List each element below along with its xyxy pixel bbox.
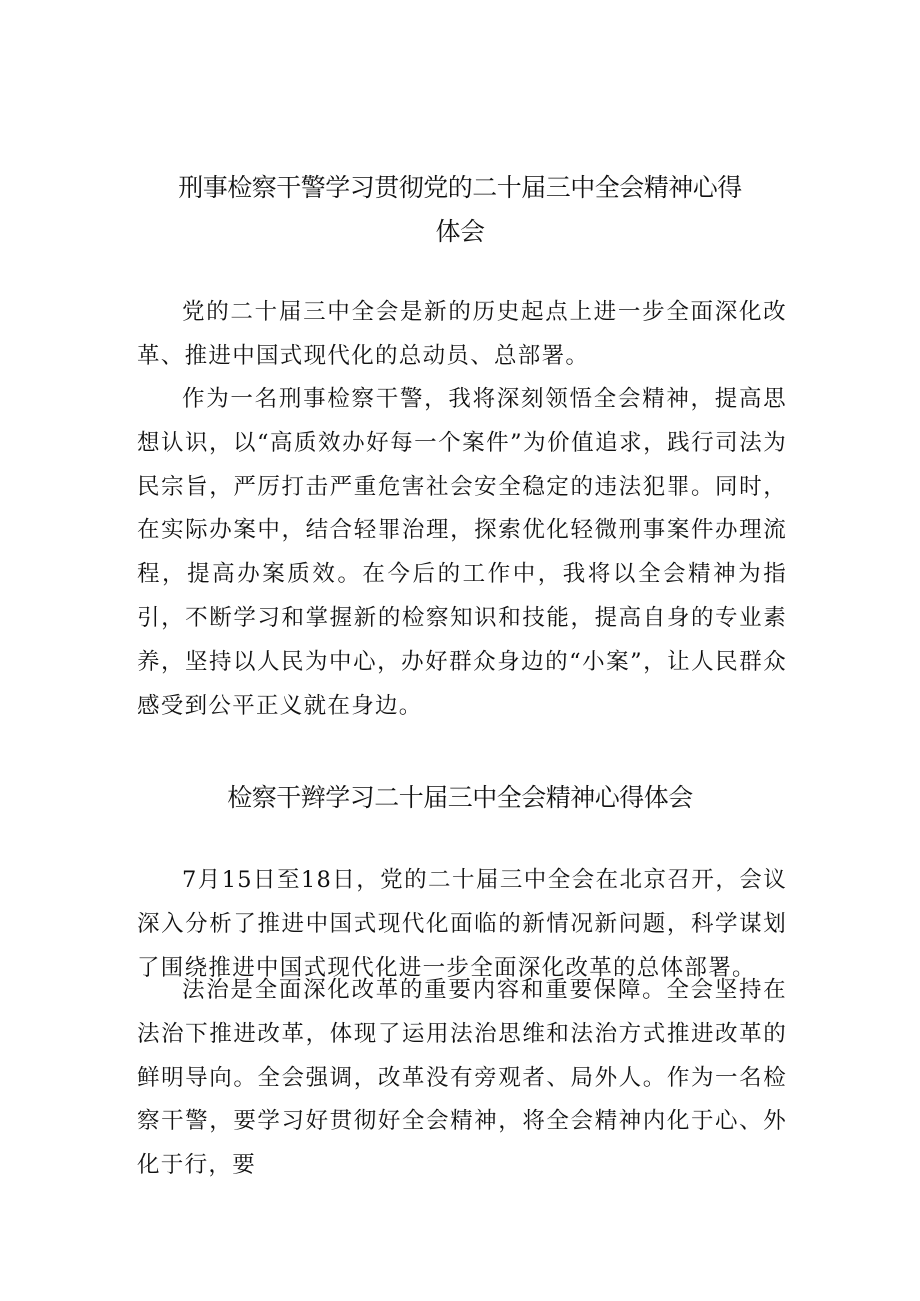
section1-title <box>130 166 790 254</box>
section1-title-line2: 体会 <box>435 217 485 246</box>
section2-paragraph-2: 法治是全面深化改革的重要内容和重要保障。全会坚持在法治下推进改革，体现了运用法治思维和法治方式推进改革的鲜明导向。全会强调，改革没有旁观者、局外人。作为一名检察干警，要学习好贯彻好全会精神，将全会精神内化于心、外化于行，要 <box>137 977 787 1179</box>
section1-title-line1: 刑事检察干警学习贯彻党的二十届三中全会精神心得 <box>178 173 742 202</box>
section2-title-line1: 检察干辫学习二十届三中全会精神心得体会 <box>227 783 693 812</box>
section1-paragraph-1: 党的二十届三中全会是新的历史起点上进一步全面深化改革、推进中国式现代化的总动员、总部署。 <box>137 299 787 369</box>
section1-paragraph-2: 作为一名刑事检察干警，我将深刻领悟全会精神，提高思想认识，以“高质效办好每一个案件”为价值追求，践行司法为民宗旨，严厉打击严重危害社会安全稳定的违法犯罪。同时，在实际办案中，结合轻罪治理，探索优化轻微刑事案件办理流程，提高办案质效。在今后的工作中，我将以全会精神为指引，不断学习和掌握新的检察知识和技能，提高自身的专业素养，坚持以人民为中心，办好群众身边的“小案”，让人民群众感受到公平正义就在身边。 <box>137 386 787 719</box>
section2-title <box>130 776 790 820</box>
section2-paragraph-1: 7月15日至18日，党的二十届三中全会在北京召开，会议深入分析了推进中国式现代化面临的新情况新问题，科学谋划了围绕推进中国式现代化进一步全面深化改革的总体部署。 <box>137 867 787 981</box>
